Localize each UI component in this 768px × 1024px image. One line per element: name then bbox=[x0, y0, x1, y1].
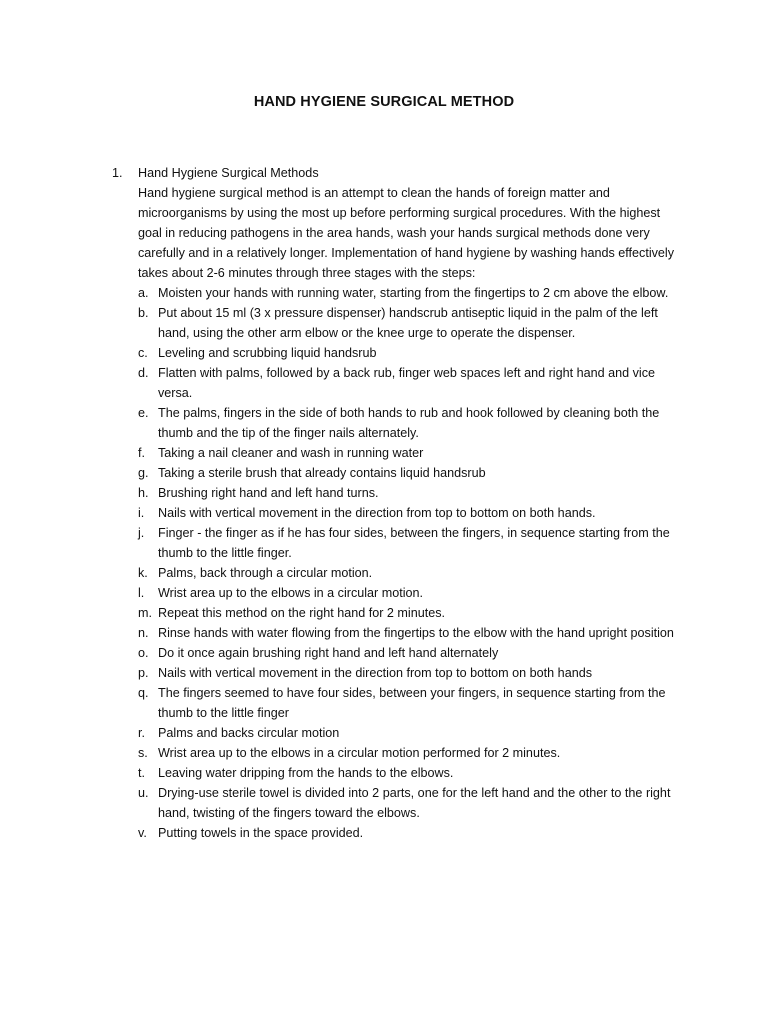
list-item bbox=[138, 343, 682, 363]
step-text: Do it once again brushing right hand and left hand alternately bbox=[158, 646, 499, 660]
list-item bbox=[138, 283, 682, 303]
step-text: Rinse hands with water flowing from the fingertips to the elbow with the hand upright position bbox=[158, 626, 674, 640]
list-item bbox=[138, 663, 682, 683]
step-letter: r. bbox=[138, 726, 145, 740]
list-item bbox=[138, 823, 682, 843]
list-item bbox=[138, 743, 682, 763]
list-item bbox=[138, 463, 682, 483]
step-text: Taking a nail cleaner and wash in running water bbox=[158, 446, 424, 460]
section-body bbox=[138, 183, 682, 843]
list-item bbox=[138, 483, 682, 503]
step-text: Flatten with palms, followed by a back rub, finger web spaces left and right hand and vice versa. bbox=[158, 366, 656, 400]
step-letter: e. bbox=[138, 406, 149, 420]
step-text: The palms, fingers in the side of both hands to rub and hook followed by cleaning both the thumb and the tip of the finger nails alternately. bbox=[158, 406, 660, 440]
section-intro: Hand hygiene surgical method is an attempt to clean the hands of foreign matter and microorganisms by using the most up before performing surgical procedures. With the highest goal in reducing pathogens in the area hands, wash your hands surgical methods done very carefully and in a relatively longer. Implementation of hand hygiene by washing hands effectively takes about 2-6 minutes through three stages with the steps: bbox=[138, 186, 675, 280]
section-heading bbox=[112, 163, 682, 183]
step-letter: u. bbox=[138, 786, 149, 800]
list-item bbox=[138, 563, 682, 583]
step-text: Leaving water dripping from the hands to the elbows. bbox=[158, 766, 454, 780]
steps-list bbox=[138, 283, 682, 843]
list-item bbox=[138, 643, 682, 663]
list-item bbox=[138, 623, 682, 643]
step-text: Nails with vertical movement in the direction from top to bottom on both hands. bbox=[158, 506, 596, 520]
section-heading-text: Hand Hygiene Surgical Methods bbox=[138, 166, 319, 180]
document-title: HAND HYGIENE SURGICAL METHOD bbox=[253, 94, 515, 110]
step-letter: q. bbox=[138, 686, 149, 700]
step-text: Palms and backs circular motion bbox=[158, 726, 340, 740]
list-item bbox=[138, 683, 682, 723]
list-item bbox=[138, 583, 682, 603]
step-text: Drying-use sterile towel is divided into 2 parts, one for the left hand and the other to the right hand, twisting of the fingers toward the elbows. bbox=[158, 786, 671, 820]
section-1 bbox=[112, 163, 682, 843]
step-text: Finger - the finger as if he has four sides, between the fingers, in sequence starting from the thumb to the little finger. bbox=[158, 526, 670, 560]
step-letter: s. bbox=[138, 746, 148, 760]
step-text: Leveling and scrubbing liquid handsrub bbox=[158, 346, 377, 360]
step-letter: j. bbox=[138, 526, 145, 540]
step-text: Putting towels in the space provided. bbox=[158, 826, 364, 840]
step-text: Repeat this method on the right hand for 2 minutes. bbox=[158, 606, 446, 620]
step-text: The fingers seemed to have four sides, between your fingers, in sequence starting from the thumb to the little finger bbox=[158, 686, 666, 720]
step-text: Nails with vertical movement in the direction from top to bottom on both hands bbox=[158, 666, 592, 680]
step-text: Wrist area up to the elbows in a circular motion. bbox=[158, 586, 424, 600]
step-letter: n. bbox=[138, 626, 149, 640]
step-letter: k. bbox=[138, 566, 148, 580]
step-text: Wrist area up to the elbows in a circular motion performed for 2 minutes. bbox=[158, 746, 561, 760]
step-letter: f. bbox=[138, 446, 145, 460]
list-item bbox=[138, 363, 682, 403]
list-item bbox=[138, 723, 682, 743]
step-letter: p. bbox=[138, 666, 149, 680]
list-item bbox=[138, 523, 682, 563]
step-text: Palms, back through a circular motion. bbox=[158, 566, 373, 580]
step-letter: b. bbox=[138, 306, 149, 320]
step-letter: d. bbox=[138, 366, 149, 380]
step-letter: v. bbox=[138, 826, 147, 840]
step-letter: m. bbox=[138, 606, 152, 620]
step-text: Taking a sterile brush that already contains liquid handsrub bbox=[158, 466, 486, 480]
step-letter: a. bbox=[138, 286, 149, 300]
step-text: Put about 15 ml (3 x pressure dispenser) handscrub antiseptic liquid in the palm of the left hand, using the other arm elbow or the knee urge to operate the dispenser. bbox=[158, 306, 658, 340]
step-letter: h. bbox=[138, 486, 149, 500]
step-letter: c. bbox=[138, 346, 148, 360]
step-letter: l. bbox=[138, 586, 145, 600]
list-item bbox=[138, 443, 682, 463]
step-text: Brushing right hand and left hand turns. bbox=[158, 486, 379, 500]
list-item bbox=[138, 403, 682, 443]
section-number: 1. bbox=[112, 166, 123, 180]
step-letter: i. bbox=[138, 506, 145, 520]
list-item bbox=[138, 783, 682, 823]
step-text: Moisten your hands with running water, starting from the fingertips to 2 cm above the elbow. bbox=[158, 286, 669, 300]
list-item bbox=[138, 763, 682, 783]
list-item bbox=[138, 603, 682, 623]
step-letter: t. bbox=[138, 766, 145, 780]
list-item bbox=[138, 503, 682, 523]
step-letter: g. bbox=[138, 466, 149, 480]
step-letter: o. bbox=[138, 646, 149, 660]
list-item bbox=[138, 303, 682, 343]
